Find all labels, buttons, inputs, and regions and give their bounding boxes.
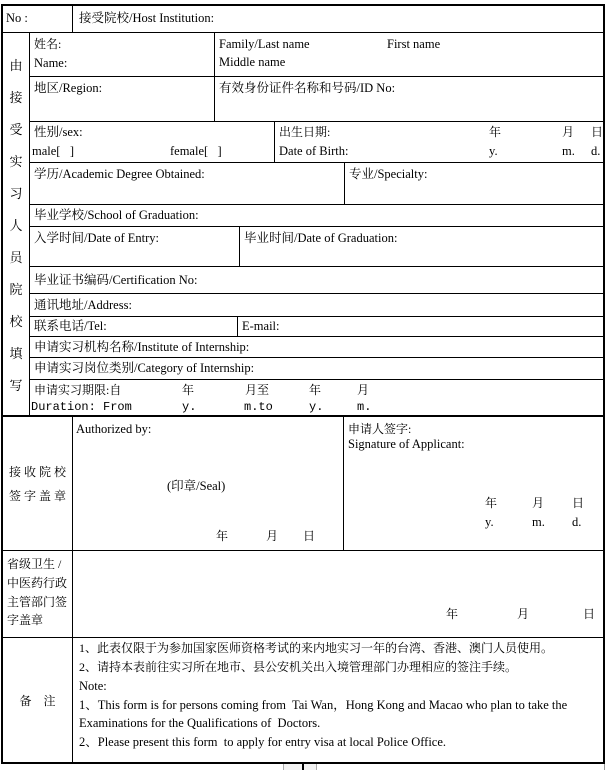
duration-cell [30, 380, 603, 417]
auth-year-cn: 年 [216, 529, 229, 543]
specialty-label: 专业/Specialty: [349, 167, 428, 181]
duration-label-en: Duration: From [31, 400, 132, 414]
applicant-day-en: d. [572, 515, 582, 529]
graduation-date-label: 毕业时间/Date of Graduation: [244, 231, 398, 245]
provincial-label-line3: 主管部门签 [7, 595, 68, 609]
region-label: 地区/Region: [34, 81, 103, 95]
provincial-section-label [3, 551, 73, 638]
dob-cell [275, 122, 603, 163]
email-label: E-mail: [242, 319, 280, 333]
next-page-cell-divider [302, 764, 304, 770]
name-label-cn: 姓名: [34, 37, 62, 51]
category-label: 申请实习岗位类别/Category of Internship: [34, 361, 255, 375]
dob-month-cn: 月 [562, 125, 575, 139]
note-line-5: Examinations for the Qualifications of Doctors. [79, 716, 321, 730]
auth-month-cn: 月 [266, 529, 279, 543]
duration-to-year-en: y. [309, 400, 324, 414]
host-institution-label: 接受院校/Host Institution: [79, 11, 215, 25]
dob-day-en: d. [591, 144, 601, 158]
id-no-label: 有效身份证件名称和号码/ID No: [219, 81, 396, 95]
name-label-en: Name: [34, 56, 68, 70]
strip-char: 写 [9, 377, 23, 393]
dob-month-en: m. [562, 144, 575, 158]
authorized-by-label: Authorized by: [76, 422, 152, 436]
notes-content-cell [73, 638, 603, 762]
id-no-cell [215, 77, 603, 122]
certification-label: 毕业证书编码/Certification No: [34, 273, 198, 287]
address-label: 通讯地址/Address: [34, 298, 132, 312]
category-cell [30, 358, 603, 380]
applicant-year-cn: 年 [485, 496, 498, 510]
school-cell [30, 205, 603, 227]
first-name-label: First name [387, 37, 441, 51]
page-edge-mark [604, 764, 605, 770]
host-institution-cell [73, 6, 603, 33]
sex-cell [30, 122, 275, 163]
applicant-month-cn: 月 [532, 496, 545, 510]
notes-label-cell [3, 638, 73, 762]
specialty-cell [345, 163, 603, 205]
strip-char: 院 [9, 281, 23, 297]
strip-char: 接 [9, 89, 23, 105]
strip-char: 校 [9, 313, 23, 329]
degree-label: 学历/Academic Degree Obtained: [34, 167, 205, 181]
duration-from-year-en: y. [182, 400, 197, 414]
institute-cell [30, 337, 603, 358]
sex-label: 性别/sex: [34, 125, 83, 139]
duration-from-year-cn: 年 [182, 383, 195, 397]
note-line-2: 2、请持本表前往实习所在地市、县公安机关出入境管理部门办理相应的签注手续。 [79, 660, 518, 674]
strip-char: 填 [9, 345, 23, 361]
form-no-cell [3, 6, 73, 33]
next-page-table-sliver [283, 764, 317, 770]
dob-label-cn: 出生日期: [279, 125, 331, 139]
degree-cell [30, 163, 345, 205]
male-checkbox[interactable]: male[ ] [32, 144, 74, 158]
provincial-label-line1: 省级卫生 / [7, 557, 62, 571]
tel-cell [30, 317, 238, 337]
email-cell [238, 317, 603, 337]
name-parts-cell [215, 33, 603, 77]
application-form-table [1, 4, 605, 764]
strip-char: 习 [9, 185, 23, 201]
duration-to-month-en: m. [357, 400, 372, 414]
dob-year-cn: 年 [489, 125, 502, 139]
notes-label: 备 注 [19, 693, 56, 708]
provincial-year-cn: 年 [446, 607, 459, 621]
duration-month-to-en: m.to [244, 400, 273, 414]
strip-char: 由 [9, 57, 23, 73]
middle-name-label: Middle name [219, 55, 286, 69]
note-line-3: Note: [79, 679, 107, 693]
provincial-label-line2: 中医药行政 [7, 576, 68, 590]
host-signature-label-line1: 接 收 院 校 [8, 465, 66, 479]
dob-year-en: y. [489, 144, 498, 158]
duration-label-cn: 申请实习期限:自 [34, 383, 122, 397]
authorized-by-cell [73, 417, 344, 551]
provincial-day-cn: 日 [583, 607, 596, 621]
filled-by-institution-strip [3, 33, 30, 417]
strip-char: 实 [9, 153, 23, 169]
provincial-month-cn: 月 [517, 607, 530, 621]
school-label: 毕业学校/School of Graduation: [34, 208, 199, 222]
applicant-signature-label-cn: 申请人签字: [348, 422, 412, 436]
tel-label: 联系电话/Tel: [34, 319, 107, 333]
host-signature-section-label [3, 417, 73, 551]
provincial-label-line4: 字盖章 [7, 613, 44, 627]
female-checkbox[interactable]: female[ ] [170, 144, 222, 158]
name-cell [30, 33, 215, 77]
certification-cell [30, 267, 603, 294]
address-cell [30, 294, 603, 317]
entry-date-label: 入学时间/Date of Entry: [34, 231, 159, 245]
note-line-4: 1、This form is for persons coming from Tai Wan，Hong Kong and Macao who plan to take the [79, 698, 568, 712]
provincial-signature-cell [73, 551, 603, 638]
strip-char: 人 [9, 217, 23, 233]
dob-day-cn: 日 [591, 125, 604, 139]
dob-label-en: Date of Birth: [279, 144, 349, 158]
applicant-signature-cell [344, 417, 603, 551]
region-cell [30, 77, 215, 122]
institute-label: 申请实习机构名称/Institute of Internship: [34, 340, 250, 354]
note-line-1: 1、此表仅限于为参加国家医师资格考试的来内地实习一年的台湾、香港、澳门人员使用。 [79, 641, 554, 655]
family-name-label: Family/Last name [219, 37, 310, 51]
host-signature-label-line2: 签 字 盖 章 [8, 489, 66, 503]
duration-to-month-cn: 月 [357, 383, 370, 397]
auth-day-cn: 日 [303, 529, 316, 543]
graduation-date-cell [240, 227, 603, 267]
strip-char: 受 [9, 121, 23, 137]
form-no-label: No : [6, 11, 28, 25]
note-line-6: 2、Please present this form to apply for entry visa at local Police Office. [79, 735, 447, 749]
applicant-year-en: y. [485, 515, 494, 529]
duration-month-to-cn: 月至 [245, 383, 270, 397]
entry-date-cell [30, 227, 240, 267]
duration-to-year-cn: 年 [309, 383, 322, 397]
strip-char: 员 [9, 249, 23, 265]
applicant-signature-label-en: Signature of Applicant: [348, 437, 465, 451]
applicant-month-en: m. [532, 515, 545, 529]
applicant-day-cn: 日 [572, 496, 585, 510]
seal-label: (印章/Seal) [167, 479, 226, 493]
